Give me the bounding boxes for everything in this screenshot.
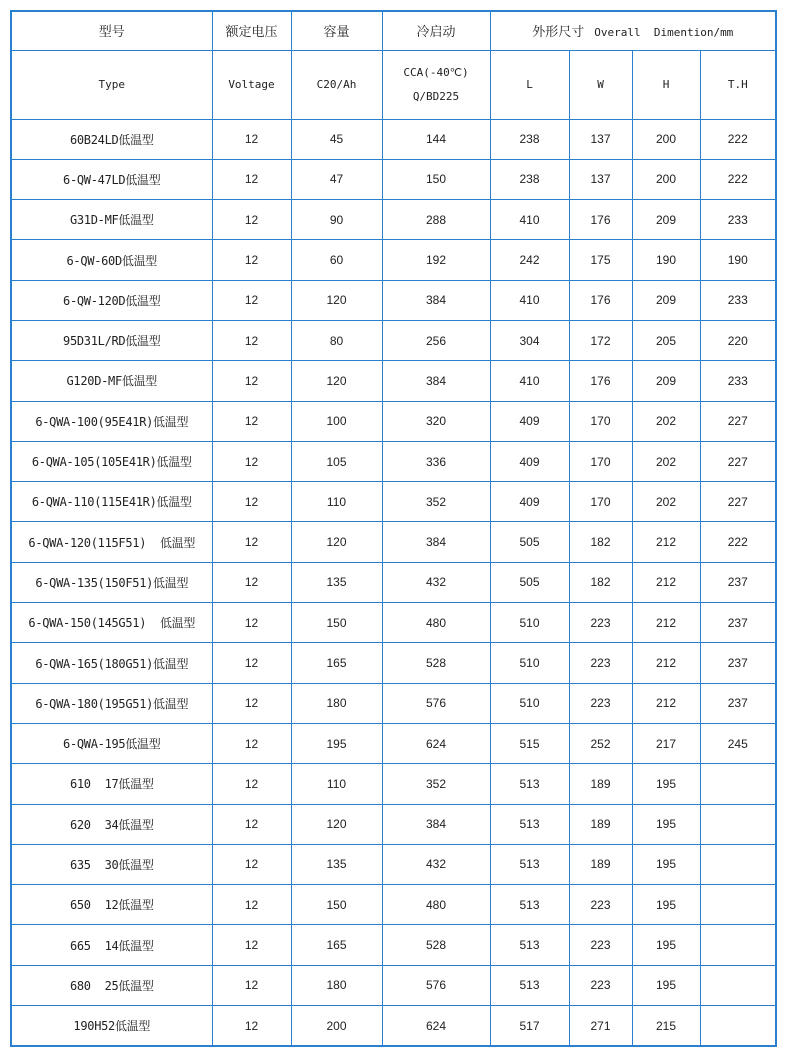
table-row: [11, 441, 776, 481]
header-cca-line2: Q/BD225: [412, 89, 460, 103]
cell-capacity: 150: [291, 603, 382, 643]
cell-cca: 336: [382, 441, 490, 481]
cell-width: 176: [569, 280, 632, 320]
cell-length: 410: [490, 280, 569, 320]
cell-voltage: 12: [212, 522, 291, 562]
cell-width: 175: [569, 240, 632, 280]
header-capacity: 容量: [291, 11, 382, 50]
table-row: [11, 885, 776, 925]
cell-cca: 528: [382, 925, 490, 965]
table-row: [11, 200, 776, 240]
cell-cca: 150: [382, 159, 490, 199]
table-row: [11, 159, 776, 199]
cell-voltage: 12: [212, 1006, 291, 1047]
cell-capacity: 90: [291, 200, 382, 240]
cell-total-height: 233: [700, 200, 776, 240]
cell-height: 212: [632, 603, 700, 643]
cell-height: 217: [632, 723, 700, 763]
cell-width: 223: [569, 683, 632, 723]
cell-total-height: 222: [700, 159, 776, 199]
table-row: [11, 965, 776, 1005]
cell-width: 137: [569, 119, 632, 159]
cell-cca: 480: [382, 885, 490, 925]
cell-cca: 624: [382, 723, 490, 763]
cell-length: 510: [490, 603, 569, 643]
table-row: [11, 925, 776, 965]
cell-type: 6-QWA-195低温型: [11, 723, 212, 763]
cell-length: 505: [490, 562, 569, 602]
cell-cca: 384: [382, 280, 490, 320]
cell-cca: 384: [382, 804, 490, 844]
cell-length: 410: [490, 361, 569, 401]
cell-voltage: 12: [212, 280, 291, 320]
cell-voltage: 12: [212, 441, 291, 481]
cell-type: 6-QW-47LD低温型: [11, 159, 212, 199]
cell-height: 195: [632, 804, 700, 844]
cell-capacity: 120: [291, 361, 382, 401]
cell-voltage: 12: [212, 361, 291, 401]
cell-type: 6-QW-120D低温型: [11, 280, 212, 320]
cell-length: 242: [490, 240, 569, 280]
cell-length: 517: [490, 1006, 569, 1047]
cell-capacity: 195: [291, 723, 382, 763]
cell-total-height: 233: [700, 361, 776, 401]
cell-total-height: [700, 804, 776, 844]
header-row-chinese: [11, 11, 776, 50]
cell-height: 212: [632, 643, 700, 683]
header-cca: [382, 50, 490, 119]
cell-width: 223: [569, 643, 632, 683]
cell-type: G120D-MF低温型: [11, 361, 212, 401]
cell-total-height: 220: [700, 320, 776, 360]
cell-capacity: 135: [291, 562, 382, 602]
cell-height: 195: [632, 844, 700, 884]
cell-length: 510: [490, 643, 569, 683]
table-row: [11, 119, 776, 159]
header-dimensions: [490, 11, 776, 50]
cell-cca: 192: [382, 240, 490, 280]
cell-cca: 256: [382, 320, 490, 360]
cell-type: 6-QWA-100(95E41R)低温型: [11, 401, 212, 441]
cell-height: 195: [632, 764, 700, 804]
cell-capacity: 80: [291, 320, 382, 360]
table-row: [11, 804, 776, 844]
cell-length: 238: [490, 159, 569, 199]
cell-type: G31D-MF低温型: [11, 200, 212, 240]
cell-length: 515: [490, 723, 569, 763]
cell-capacity: 120: [291, 522, 382, 562]
table-row: [11, 603, 776, 643]
table-row: [11, 280, 776, 320]
cell-cca: 528: [382, 643, 490, 683]
cell-length: 410: [490, 200, 569, 240]
cell-capacity: 200: [291, 1006, 382, 1047]
cell-type: 650 12低温型: [11, 885, 212, 925]
cell-total-height: [700, 764, 776, 804]
cell-height: 212: [632, 522, 700, 562]
cell-voltage: 12: [212, 562, 291, 602]
cell-voltage: 12: [212, 603, 291, 643]
table-row: [11, 522, 776, 562]
cell-total-height: [700, 1006, 776, 1047]
cell-total-height: [700, 885, 776, 925]
header-voltage-en: Voltage: [212, 50, 291, 119]
table-row: [11, 361, 776, 401]
cell-height: 190: [632, 240, 700, 280]
cell-cca: 144: [382, 119, 490, 159]
cell-width: 189: [569, 804, 632, 844]
cell-voltage: 12: [212, 643, 291, 683]
cell-cca: 480: [382, 603, 490, 643]
cell-cca: 624: [382, 1006, 490, 1047]
cell-type: 610 17低温型: [11, 764, 212, 804]
cell-height: 195: [632, 885, 700, 925]
cell-voltage: 12: [212, 764, 291, 804]
cell-height: 195: [632, 925, 700, 965]
cell-total-height: 190: [700, 240, 776, 280]
cell-height: 215: [632, 1006, 700, 1047]
cell-width: 137: [569, 159, 632, 199]
cell-height: 200: [632, 119, 700, 159]
cell-voltage: 12: [212, 240, 291, 280]
cell-total-height: 222: [700, 522, 776, 562]
cell-voltage: 12: [212, 200, 291, 240]
table-row: [11, 723, 776, 763]
cell-length: 238: [490, 119, 569, 159]
cell-voltage: 12: [212, 723, 291, 763]
table-row: [11, 320, 776, 360]
table-row: [11, 1006, 776, 1047]
table-row: [11, 562, 776, 602]
cell-type: 95D31L/RD低温型: [11, 320, 212, 360]
table-row: [11, 240, 776, 280]
table-row: [11, 401, 776, 441]
cell-height: 212: [632, 562, 700, 602]
cell-capacity: 47: [291, 159, 382, 199]
cell-type: 6-QWA-105(105E41R)低温型: [11, 441, 212, 481]
cell-voltage: 12: [212, 119, 291, 159]
cell-width: 223: [569, 925, 632, 965]
cell-cca: 352: [382, 764, 490, 804]
cell-type: 6-QWA-180(195G51)低温型: [11, 683, 212, 723]
cell-height: 195: [632, 965, 700, 1005]
cell-total-height: 227: [700, 482, 776, 522]
header-voltage: 额定电压: [212, 11, 291, 50]
cell-length: 409: [490, 401, 569, 441]
cell-width: 182: [569, 562, 632, 602]
cell-total-height: 237: [700, 643, 776, 683]
cell-type: 60B24LD低温型: [11, 119, 212, 159]
cell-type: 635 30低温型: [11, 844, 212, 884]
cell-height: 202: [632, 401, 700, 441]
cell-type: 680 25低温型: [11, 965, 212, 1005]
cell-width: 172: [569, 320, 632, 360]
cell-voltage: 12: [212, 159, 291, 199]
cell-capacity: 165: [291, 643, 382, 683]
table-row: [11, 643, 776, 683]
cell-cca: 576: [382, 965, 490, 1005]
table-row: [11, 764, 776, 804]
cell-capacity: 110: [291, 764, 382, 804]
cell-length: 513: [490, 965, 569, 1005]
cell-capacity: 100: [291, 401, 382, 441]
cell-voltage: 12: [212, 683, 291, 723]
cell-capacity: 120: [291, 280, 382, 320]
cell-voltage: 12: [212, 844, 291, 884]
cell-total-height: 237: [700, 683, 776, 723]
cell-width: 170: [569, 441, 632, 481]
cell-capacity: 60: [291, 240, 382, 280]
cell-width: 252: [569, 723, 632, 763]
header-dim-w: W: [569, 50, 632, 119]
cell-height: 202: [632, 482, 700, 522]
cell-capacity: 180: [291, 965, 382, 1005]
cell-capacity: 165: [291, 925, 382, 965]
cell-total-height: 237: [700, 562, 776, 602]
table-row: [11, 482, 776, 522]
cell-cca: 384: [382, 522, 490, 562]
cell-height: 209: [632, 361, 700, 401]
header-dim-th: T.H: [700, 50, 776, 119]
cell-total-height: [700, 925, 776, 965]
header-dim-l: L: [490, 50, 569, 119]
cell-height: 200: [632, 159, 700, 199]
cell-length: 513: [490, 885, 569, 925]
cell-length: 513: [490, 844, 569, 884]
header-cold-start: 冷启动: [382, 11, 490, 50]
cell-type: 190H52低温型: [11, 1006, 212, 1047]
battery-spec-table: [10, 10, 777, 1047]
cell-capacity: 180: [291, 683, 382, 723]
header-cca-line1: CCA(-40℃): [403, 65, 469, 79]
cell-total-height: [700, 965, 776, 1005]
cell-total-height: 227: [700, 441, 776, 481]
cell-width: 223: [569, 885, 632, 925]
cell-capacity: 150: [291, 885, 382, 925]
cell-total-height: 227: [700, 401, 776, 441]
cell-voltage: 12: [212, 320, 291, 360]
cell-length: 513: [490, 764, 569, 804]
cell-total-height: 222: [700, 119, 776, 159]
cell-width: 170: [569, 401, 632, 441]
cell-cca: 352: [382, 482, 490, 522]
table-body: [11, 119, 776, 1046]
cell-capacity: 110: [291, 482, 382, 522]
header-model: 型号: [11, 11, 212, 50]
cell-width: 170: [569, 482, 632, 522]
cell-capacity: 135: [291, 844, 382, 884]
cell-cca: 432: [382, 844, 490, 884]
cell-voltage: 12: [212, 885, 291, 925]
cell-width: 176: [569, 200, 632, 240]
cell-height: 202: [632, 441, 700, 481]
cell-height: 209: [632, 200, 700, 240]
cell-voltage: 12: [212, 925, 291, 965]
table-row: [11, 844, 776, 884]
header-dimensions-zh: 外形尺寸: [532, 25, 585, 41]
cell-height: 212: [632, 683, 700, 723]
cell-total-height: 245: [700, 723, 776, 763]
cell-type: 6-QWA-120(115F51) 低温型: [11, 522, 212, 562]
cell-width: 176: [569, 361, 632, 401]
cell-voltage: 12: [212, 482, 291, 522]
cell-voltage: 12: [212, 965, 291, 1005]
header-dimensions-en: Overall Dimention/mm: [594, 26, 734, 40]
cell-width: 189: [569, 844, 632, 884]
cell-length: 510: [490, 683, 569, 723]
cell-length: 409: [490, 482, 569, 522]
cell-width: 189: [569, 764, 632, 804]
cell-cca: 320: [382, 401, 490, 441]
cell-length: 513: [490, 804, 569, 844]
cell-type: 6-QWA-150(145G51) 低温型: [11, 603, 212, 643]
cell-length: 505: [490, 522, 569, 562]
cell-cca: 384: [382, 361, 490, 401]
cell-width: 182: [569, 522, 632, 562]
cell-type: 6-QWA-110(115E41R)低温型: [11, 482, 212, 522]
cell-cca: 576: [382, 683, 490, 723]
cell-type: 6-QWA-135(150F51)低温型: [11, 562, 212, 602]
cell-width: 223: [569, 603, 632, 643]
cell-capacity: 45: [291, 119, 382, 159]
header-dim-h: H: [632, 50, 700, 119]
cell-length: 304: [490, 320, 569, 360]
cell-cca: 288: [382, 200, 490, 240]
header-row-english: [11, 50, 776, 119]
cell-length: 409: [490, 441, 569, 481]
cell-type: 620 34低温型: [11, 804, 212, 844]
cell-type: 665 14低温型: [11, 925, 212, 965]
cell-capacity: 120: [291, 804, 382, 844]
cell-type: 6-QWA-165(180G51)低温型: [11, 643, 212, 683]
cell-capacity: 105: [291, 441, 382, 481]
cell-total-height: 233: [700, 280, 776, 320]
cell-voltage: 12: [212, 804, 291, 844]
cell-voltage: 12: [212, 401, 291, 441]
cell-total-height: [700, 844, 776, 884]
cell-width: 271: [569, 1006, 632, 1047]
cell-length: 513: [490, 925, 569, 965]
header-capacity-en: C20/Ah: [291, 50, 382, 119]
table-row: [11, 683, 776, 723]
header-type: Type: [11, 50, 212, 119]
cell-height: 209: [632, 280, 700, 320]
cell-type: 6-QW-60D低温型: [11, 240, 212, 280]
cell-cca: 432: [382, 562, 490, 602]
cell-width: 223: [569, 965, 632, 1005]
cell-total-height: 237: [700, 603, 776, 643]
cell-height: 205: [632, 320, 700, 360]
